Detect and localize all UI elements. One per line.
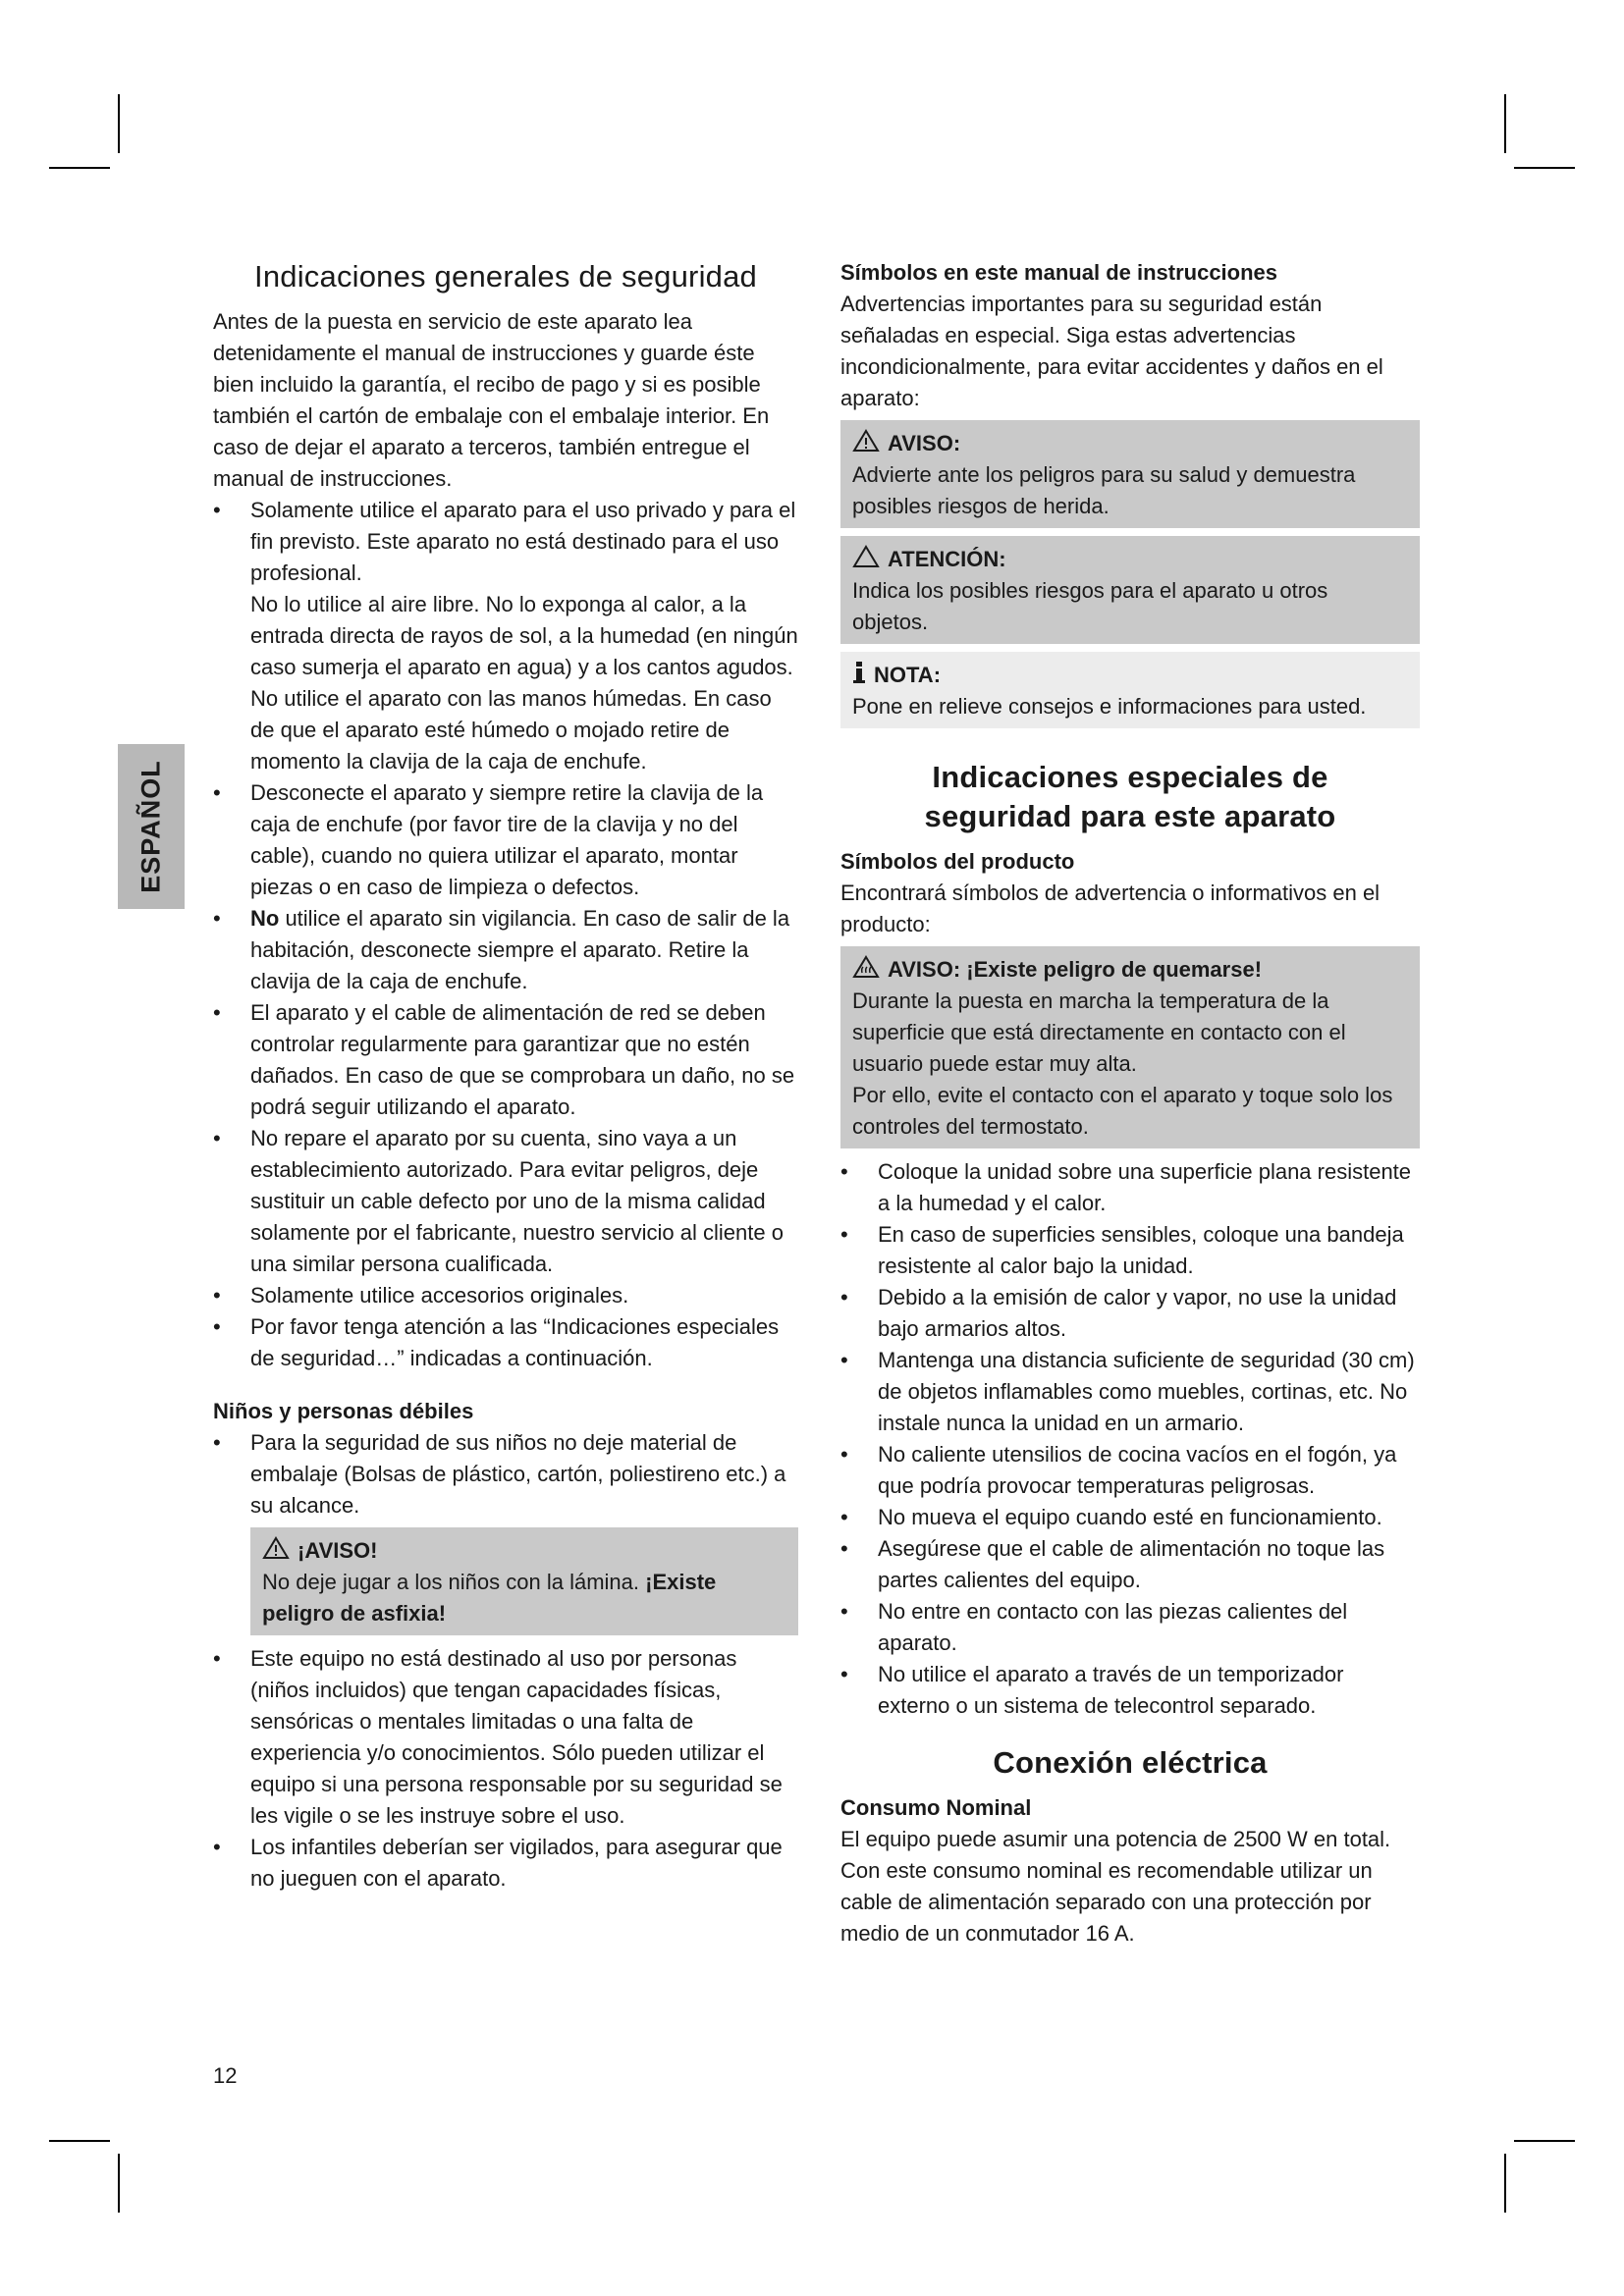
- list-item: [213, 495, 798, 777]
- crop-mark: [1514, 2140, 1575, 2142]
- symbols-intro: Advertencias importantes para su seguridad están señaladas en especial. Siga estas advertencias incondicionalmente, para evitar accidentes y daños en el aparato:: [840, 292, 1383, 410]
- list-item: • No repare el aparato por su cuenta, sino vaya a un establecimiento autorizado. Para evitar peligros, deje sustituir un cable defecto por uno de la misma calidad solamente por el fabricante, nuestro servicio al cliente o una similar persona cualificada.: [213, 1123, 798, 1280]
- list-item: • No entre en contacto con las piezas calientes del aparato.: [840, 1596, 1420, 1659]
- children-warning-box: [250, 1527, 798, 1635]
- crop-mark: [1514, 167, 1575, 169]
- list-item: • Solamente utilice accesorios originales.: [213, 1280, 798, 1311]
- product-symbols-heading: Símbolos del producto: [840, 849, 1075, 874]
- list-item-text: Solamente utilice el aparato para el uso privado y para el fin previsto. Este aparato no está destinado para el uso profesional.: [250, 498, 796, 585]
- children-warning-title: ¡AVISO!: [298, 1538, 378, 1563]
- general-safety-list: [213, 495, 798, 1374]
- info-icon: [852, 661, 866, 684]
- nota-title: NOTA:: [874, 663, 942, 687]
- list-item-text: No lo utilice al aire libre. No lo exponga al calor, a la entrada directa de rayos de sol, a la humedad (en ningún caso sumerja el aparato en agua) y a los cantos agudos. No utilice el aparato con las manos húmedas. En caso de que el aparato esté húmedo o mojado retire de momento la clavija de la caja de enchufe.: [250, 592, 798, 774]
- list-item: • En caso de superficies sensibles, coloque una bandeja resistente al calor bajo la unidad.: [840, 1219, 1420, 1282]
- atencion-box: [840, 536, 1420, 644]
- general-safety-intro: Antes de la puesta en servicio de este aparato lea detenidamente el manual de instrucciones y guarde éste bien incluido la garantía, el recibo de pago y si es posible también el cartón de embalaje con el embalaje interior. En caso de dejar el aparato a terceros, también entregue el manual de instrucciones.: [213, 309, 770, 491]
- list-item-text: utilice el aparato sin vigilancia. En caso de salir de la habitación, desconecte siempre el aparato. Retire la clavija de la caja de enchufe.: [250, 906, 790, 993]
- children-list-continued: [213, 1643, 798, 1895]
- list-item: • Mantenga una distancia suficiente de seguridad (30 cm) de objetos inflamables como muebles, cortinas, etc. No instale nunca la unidad en un armario.: [840, 1345, 1420, 1439]
- language-tab: [118, 744, 185, 909]
- aviso-text: Advierte ante los peligros para su salud y demuestra posibles riesgos de herida.: [852, 462, 1356, 518]
- language-tab-label: ESPAÑOL: [135, 760, 166, 893]
- list-item: • No utilice el aparato a través de un temporizador externo o un sistema de telecontrol separado.: [840, 1659, 1420, 1722]
- burn-warning-text: Por ello, evite el contacto con el aparato y toque solo los controles del termostato.: [852, 1083, 1393, 1139]
- atencion-text: Indica los posibles riesgos para el aparato u otros objetos.: [852, 578, 1328, 634]
- list-item: • No mueva el equipo cuando esté en funcionamiento.: [840, 1502, 1420, 1533]
- special-safety-heading: Indicaciones especiales de seguridad para este aparato: [924, 760, 1336, 833]
- list-item: • Desconecte el aparato y siempre retire la clavija de la caja de enchufe (por favor tire de la clavija y no del cable), cuando no quiera utilizar el aparato, montar piezas o en caso de limpieza o defectos.: [213, 777, 798, 903]
- crop-mark: [1504, 2154, 1506, 2213]
- warning-icon: [262, 1536, 290, 1560]
- aviso-title-row: [852, 428, 1408, 459]
- burn-warning-title: AVISO: ¡Existe peligro de quemarse!: [888, 957, 1263, 982]
- list-item: • Debido a la emisión de calor y vapor, no use la unidad bajo armarios altos.: [840, 1282, 1420, 1345]
- list-item: • El aparato y el cable de alimentación de red se deben controlar regularmente para garantizar que no estén dañados. En caso de que se comprobara un daño, no se podrá seguir utilizando el aparato.: [213, 997, 798, 1123]
- general-safety-heading: Indicaciones generales de seguridad: [254, 259, 757, 294]
- list-item: • Para la seguridad de sus niños no deje material de embalaje (Bolsas de plástico, cartón, poliestireno etc.) a su alcance.: [213, 1427, 798, 1522]
- children-warning-bold: ¡Existe peligro de asfixia!: [262, 1570, 717, 1626]
- consumo-text: El equipo puede asumir una potencia de 2500 W en total. Con este consumo nominal es recomendable utilizar un cable de alimentación separado con una protección por medio de un conmutador 16 A.: [840, 1827, 1391, 1946]
- list-item: • Los infantiles deberían ser vigilados, para asegurar que no jueguen con el aparato.: [213, 1832, 798, 1895]
- children-warning-text: No deje jugar a los niños con la lámina.: [262, 1570, 646, 1594]
- crop-mark: [1504, 94, 1506, 153]
- list-item-bold: No: [250, 906, 280, 931]
- crop-mark: [49, 167, 110, 169]
- crop-mark: [118, 2154, 120, 2213]
- caution-icon: [852, 545, 880, 568]
- electric-connection-heading: Conexión eléctrica: [993, 1745, 1268, 1780]
- list-item: [213, 903, 798, 997]
- aviso-title: AVISO:: [888, 431, 961, 455]
- burn-warning-box: [840, 946, 1420, 1148]
- nota-text: Pone en relieve consejos e informaciones para usted.: [852, 694, 1367, 719]
- special-safety-list: [840, 1156, 1420, 1722]
- product-symbols-text: Encontrará símbolos de advertencia o informativos en el producto:: [840, 881, 1380, 936]
- list-item: • Coloque la unidad sobre una superficie plana resistente a la humedad y el calor.: [840, 1156, 1420, 1219]
- children-heading: Niños y personas débiles: [213, 1399, 474, 1423]
- atencion-title-row: [852, 544, 1408, 575]
- nota-box: [840, 652, 1420, 728]
- children-list: [213, 1427, 798, 1522]
- atencion-title: ATENCIÓN:: [888, 547, 1006, 571]
- list-item: • Este equipo no está destinado al uso por personas (niños incluidos) que tengan capacidades físicas, sensóricas o mentales limitadas o una falta de experiencia y/o conocimientos. Sólo pueden utilizar el equipo si una persona responsable por su seguridad se les vigile o se les instruye sobre el uso.: [213, 1643, 798, 1832]
- crop-mark: [49, 2140, 110, 2142]
- list-item: • No caliente utensilios de cocina vacíos en el fogón, ya que podría provocar temperaturas peligrosas.: [840, 1439, 1420, 1502]
- burn-warning-text: Durante la puesta en marcha la temperatura de la superficie que está directamente en contacto con el usuario puede estar muy alta.: [852, 988, 1346, 1076]
- consumo-heading: Consumo Nominal: [840, 1795, 1032, 1820]
- list-item: • Asegúrese que el cable de alimentación no toque las partes calientes del equipo.: [840, 1533, 1420, 1596]
- warning-icon: [852, 429, 880, 453]
- symbols-heading: Símbolos en este manual de instrucciones: [840, 260, 1278, 285]
- crop-mark: [118, 94, 120, 153]
- aviso-box: [840, 420, 1420, 528]
- nota-title-row: [852, 660, 1408, 691]
- right-column: [840, 257, 1420, 1949]
- children-warning-title-row: [262, 1535, 786, 1567]
- page-number: 12: [213, 2063, 238, 2088]
- list-item: • Por favor tenga atención a las “Indicaciones especiales de seguridad…” indicadas a continuación.: [213, 1311, 798, 1374]
- children-warning-wrapper: [213, 1527, 798, 1635]
- hot-surface-icon: [852, 955, 880, 979]
- burn-warning-title-row: [852, 954, 1408, 986]
- left-column: [213, 257, 798, 1895]
